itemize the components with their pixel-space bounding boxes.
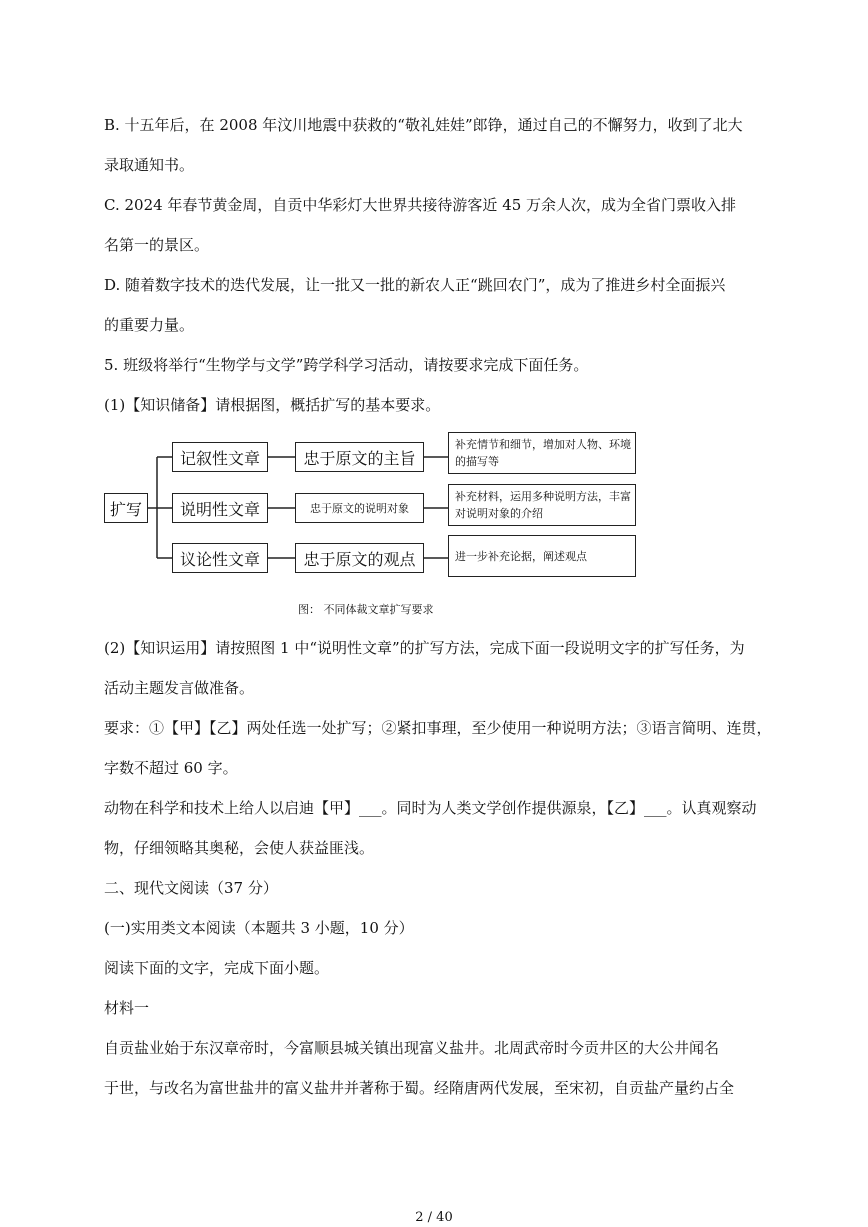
option-d-line2: 的重要力量。 <box>104 316 195 334</box>
option-c-line1: C. 2024 年春节黄金周，自贡中华彩灯大世界共接待游客近 45 万余人次，成为全省门票收入排 <box>104 196 737 214</box>
instruction: 阅读下面的文字，完成下面小题。 <box>104 959 330 977</box>
question-5-part2-line2: 活动主题发言做准备。 <box>104 679 255 697</box>
passage-line1: 动物在科学和技术上给人以启迪【甲】___。同时为人类文学创作提供源泉，【乙】___。认真观察动 <box>104 799 757 817</box>
requirements-line2: 字数不超过 60 字。 <box>104 759 238 777</box>
material-line2: 于世，与改名为富世盐井的富义盐井并著称于蜀。经隋唐两代发展，至宋初，自贡盐产量约占全 <box>104 1079 735 1097</box>
passage-line2: 物，仔细领略其奥秘，会使人获益匪浅。 <box>104 839 375 857</box>
subsection-heading: (一)实用类文本阅读（本题共 3 小题，10 分） <box>104 919 414 937</box>
diagram-method-argumentative: 进一步补充论据，阐述观点 <box>448 535 636 577</box>
diagram-principle-argumentative: 忠于原文的观点 <box>295 543 424 573</box>
question-5-part2-line1: (2)【知识运用】请按照图 1 中“说明性文章”的扩写方法，完成下面一段说明文字的扩写任务，为 <box>104 639 745 657</box>
option-b-line2: 录取通知书。 <box>104 156 195 174</box>
question-5: 5. 班级将举行“生物学与文学”跨学科学习活动，请按要求完成下面任务。 <box>104 356 589 374</box>
option-b-line1: B. 十五年后，在 2008 年汶川地震中获救的“敬礼娃娃”郎铮，通过自己的不懈努力，收到了北大 <box>104 116 743 134</box>
requirements-line1: 要求：①【甲】【乙】两处任选一处扩写；②紧扣事理，至少使用一种说明方法；③语言简明、连贯， <box>104 719 772 737</box>
diagram-root: 扩写 <box>104 493 148 523</box>
diagram-method-expository: 补充材料，运用多种说明方法，丰富对说明对象的介绍 <box>448 484 636 526</box>
diagram-type-argumentative: 议论性文章 <box>172 543 268 573</box>
material-line1: 自贡盐业始于东汉章帝时，今富顺县城关镇出现富义盐井。北周武帝时今贡井区的大公井闻名 <box>104 1039 720 1057</box>
diagram-type-narrative: 记叙性文章 <box>172 442 268 472</box>
page-number: 2 / 40 <box>415 1210 453 1225</box>
section-heading: 二、现代文阅读（37 分） <box>104 879 278 897</box>
diagram-type-expository: 说明性文章 <box>172 493 268 523</box>
option-c-line2: 名第一的景区。 <box>104 236 210 254</box>
material-label: 材料一 <box>104 999 150 1017</box>
diagram-principle-narrative: 忠于原文的主旨 <box>295 442 424 472</box>
diagram-principle-expository: 忠于原文的说明对象 <box>295 493 424 523</box>
diagram-method-narrative: 补充情节和细节，增加对人物、环境的描写等 <box>448 432 636 474</box>
question-5-part1: (1)【知识储备】请根据图，概括扩写的基本要求。 <box>104 396 441 414</box>
diagram-caption: 图： 不同体裁文章扩写要求 <box>298 603 434 616</box>
option-d-line1: D. 随着数字技术的迭代发展，让一批又一批的新农人正“跳回农门”，成为了推进乡村全面振兴 <box>104 276 726 294</box>
